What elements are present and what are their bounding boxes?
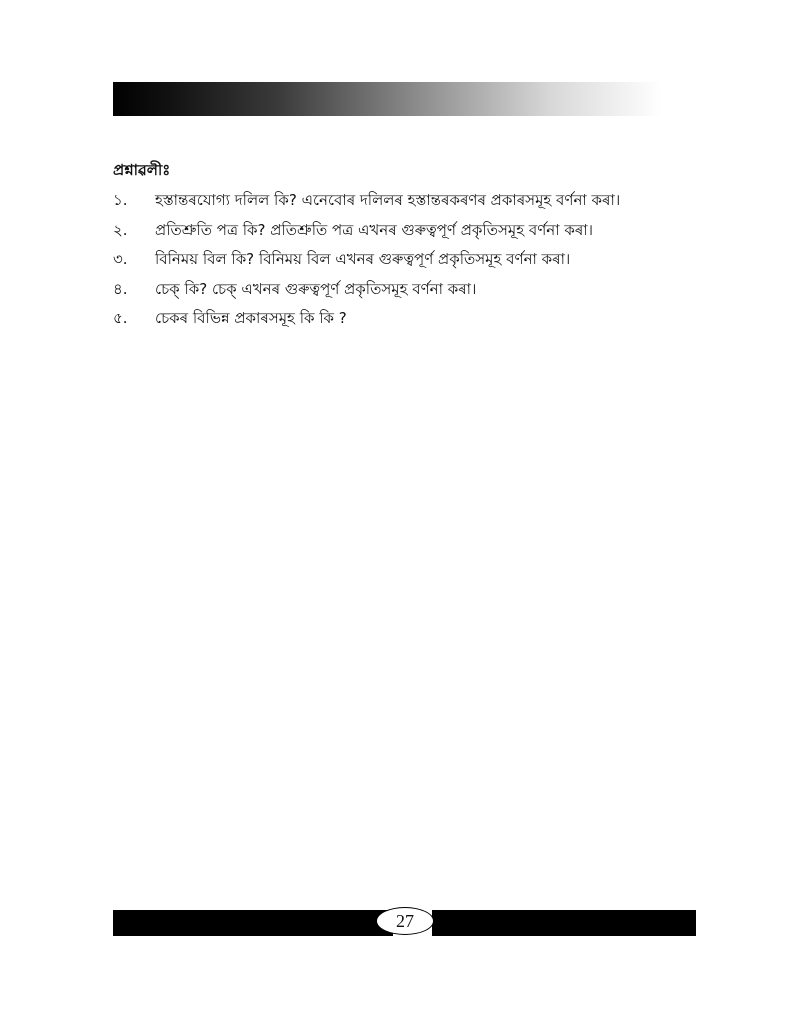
question-item xyxy=(113,249,713,279)
question-number: ১. xyxy=(113,191,128,209)
question-list xyxy=(113,190,713,338)
question-item xyxy=(113,279,713,309)
footer-bar-left xyxy=(113,910,393,936)
question-text: প্ৰতিশ্ৰুতি পত্ৰ কি? প্ৰতিশ্ৰুতি পত্ৰ এখনৰ গুৰুত্বপূৰ্ণ প্ৰকৃতিসমূহ বৰ্ণনা কৰা। xyxy=(155,220,594,239)
page-number: 27 xyxy=(376,907,434,935)
question-number: ৪. xyxy=(113,279,128,298)
question-number: ২. xyxy=(113,220,128,239)
header-gradient-bar xyxy=(113,82,661,116)
question-text: চেকৰ বিভিন্ন প্ৰকাৰসমূহ কি কি ? xyxy=(155,309,347,327)
section-title: প্ৰশ্নাৱলীঃ xyxy=(113,161,171,179)
question-text: চেক্ কি? চেক্ এখনৰ গুৰুত্বপূৰ্ণ প্ৰকৃতিসমূহ বৰ্ণনা কৰা। xyxy=(155,279,477,298)
footer-bar-right xyxy=(432,910,696,936)
question-item xyxy=(113,190,713,220)
question-number: ৩. xyxy=(113,250,128,268)
question-item xyxy=(113,220,713,250)
question-number: ৫. xyxy=(113,309,128,327)
question-item xyxy=(113,308,713,338)
question-text: বিনিময় বিল কি? বিনিময় বিল এখনৰ গুৰুত্বপূৰ্ণ প্ৰকৃতিসমূহ বৰ্ণনা কৰা। xyxy=(155,250,571,268)
question-text: হস্তান্তৰযোগ্য দলিল কি? এনেবোৰ দলিলৰ হস্তান্তৰকৰণৰ প্ৰকাৰসমূহ বৰ্ণনা কৰা। xyxy=(155,191,621,209)
